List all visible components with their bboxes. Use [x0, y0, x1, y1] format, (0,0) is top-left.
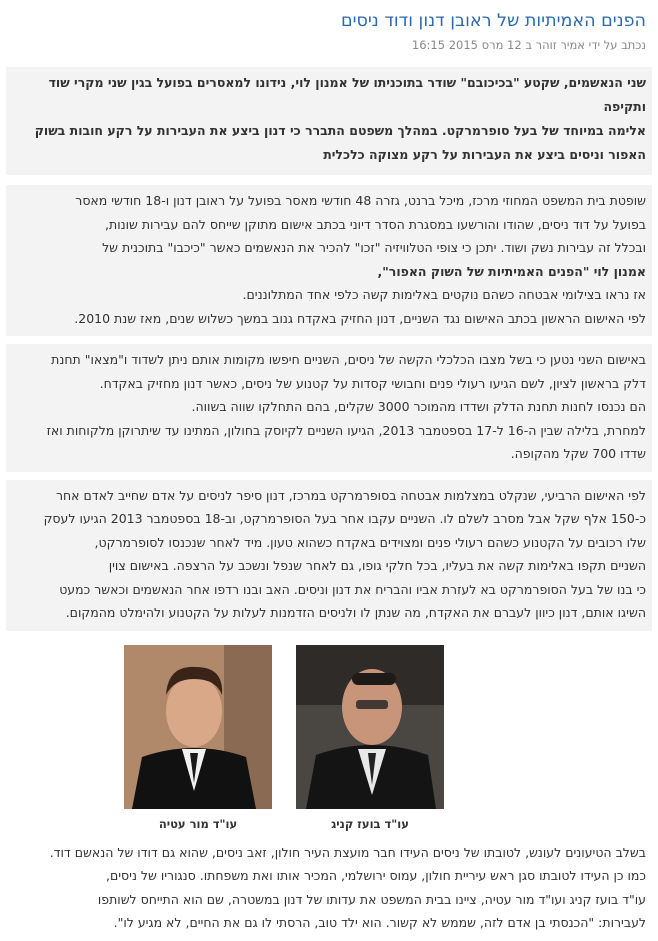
lead-line: אלימה במיוחד של בעל סופרמרקט. במהלך משפטם התברר כי דנון ביצע את העבירות על רקע חובות בשוק: [34, 123, 646, 138]
paragraph-line: עו"ד בועז קניג ועו"ד מור עטיה, ציינו בבית המשפט את עדותו של דנון במשטרה, שם הוא התייחס לשותפו: [97, 891, 646, 907]
paragraph-line: דלק בראשון לציון, לשם הגיעו רעולי פנים וחבושי קסדות על קטנוע של ניסים, כאשר דנון מחזיק באקדח.: [99, 375, 646, 391]
paragraph-line: לעבירות: "הכנסתי בן אדם לזה, שממש לא קשור. הוא ילד טוב, הרסתי לו גם את החיים, לא מגיע לו".: [113, 915, 646, 930]
paragraph-line: אז נראו בצילומי אבטחה כשהם נוקטים באלימות קשה כלפי אחד המתלוננים.: [242, 287, 646, 302]
portrait-image[interactable]: [296, 645, 444, 809]
lead-line: האפור וניסים ביצע את העבירות על רקע מצוקה כלכלית: [323, 147, 646, 162]
lawyers-photos: [12, 645, 646, 831]
paragraph-sentencing: [6, 185, 652, 336]
paragraph-line: לפי האישום הרביעי, שנקלט במצלמות אבטחה בסופרמרקט במרכז, דנון סיפר לניסים על אדם שחייב לאדם אחר: [55, 487, 646, 503]
paragraph-line: כי בנו של בעל הסופרמרקט בא לעזרת אביו והבריח את דנון וניסים. האב ובנו רדפו אחר הנאשמים וכאשר כמעט: [59, 581, 646, 597]
paragraph-line: כמו כן העידו לטובתו סגן ראש עיריית חולון, עמוס ירושלמי, המכיר אותו ואת משפחתו. סנגוריו של ניסים,: [105, 868, 646, 883]
photo-mor-atia: [124, 645, 272, 831]
paragraph-line: כ-150 אלף שקל אבל מסרב לשלם לו. השניים עקבו אחר בעל הסופרמרקט, וב-18 בספטמבר 2013 הגיעו לעסק: [43, 511, 646, 526]
paragraph-line: ובכלל זה עבירות נשק ושוד. יתכן כי צופי הטלוויזיה "זכו" להכיר את הנאשמים כאשר "כיכבו" בתוכנית של: [102, 240, 646, 255]
paragraph-line: הם נכנסו לחנות תחנת הדלק ושדדו מהמוכר 3000 שקלים, בהם התחלקו שווה בשווה.: [191, 399, 646, 414]
paragraph-fourth-charge: [6, 480, 652, 631]
paragraph-line: למחרת, בלילה שבין ה-16 ל-17 בספטמבר 2013, הגיעו השניים לקיוסק בחולון, המתינו עד שיתרוקן מלקוחות ואז: [46, 422, 646, 438]
lead-line: שני הנאשמים, שקטע "בכיכובם" שודר בתוכניתו של אמנון לוי, נידונו למאסרים בפועל בגין שני מקרי שוד ותקיפה: [48, 75, 646, 114]
photo-caption: עו"ד בועז קניג: [331, 816, 409, 831]
paragraph-line: שלו רכובים על הקטנוע כשהם רעולי פנים ומצוידים באקדח כשהוא טעון. מיד לאחר שנכנסו לסופרמרקט,: [94, 534, 646, 550]
paragraph-line: בשלב הטיעונים לעונש, לטובתו של ניסים העידו חבר מועצת העיר חולון, זאב ניסים, שהוא גם דודו של הנאשם דוד.: [49, 844, 646, 860]
article-byline: נכתב על ידי אמיר זוהר ב 12 מרס 2015 16:15: [411, 38, 646, 52]
paragraph-line: שופטת בית המשפט המחוזי מרכז, מיכל ברנט, גזרה 48 חודשי מאסר בפועל על ראובן דנון ו-18 חודשי מאסר: [75, 193, 646, 208]
paragraph-line: שדדו 700 שקל מהקופה.: [510, 446, 646, 461]
paragraph-testimonies: [6, 837, 652, 941]
paragraph-line: אמנון לוי "הפנים האמיתיות של השוק האפור",: [377, 263, 646, 279]
article-title[interactable]: הפנים האמיתיות של ראובן דנון ודוד ניסים: [340, 11, 646, 31]
paragraph-line: השניים תקפו באלימות קשה את בעליו, בכל חלקי גופו, גם לאחר שנפל ונשכב על הרצפה. באישום צוין: [108, 558, 646, 573]
photo-caption: עו"ד מור עטיה: [158, 816, 238, 831]
paragraph-line: השיגו אותם, דנון כיוון לעברם את האקדח, מה שנתן לו ולניסים הזדמנות לעלות על הקטנוע ולהימלט מהמקום.: [65, 605, 646, 620]
paragraph-second-charge: [6, 344, 652, 472]
paragraph-line: לפי האישום הראשון בכתב האישום נגד השניים, דנון החזיק באקדח גנוב במשך כשלוש שנים, מאז שנת 2010.: [74, 310, 646, 326]
paragraph-line: בפועל על דוד ניסים, שהודו והורשעו במסגרת הסדר דיוני בכתב אישום מתוקן שייחס להם עבירות שונות,: [105, 216, 646, 232]
article-lead: [6, 67, 652, 175]
photo-boaz-kenig: [296, 645, 444, 831]
paragraph-line: באישום השני נטען כי בשל מצבו הכלכלי הקשה של ניסים, השניים חיפשו מקומות אותם ניתן לשדוד ו"מצאו" תחנת: [51, 352, 646, 367]
portrait-image[interactable]: [124, 645, 272, 809]
